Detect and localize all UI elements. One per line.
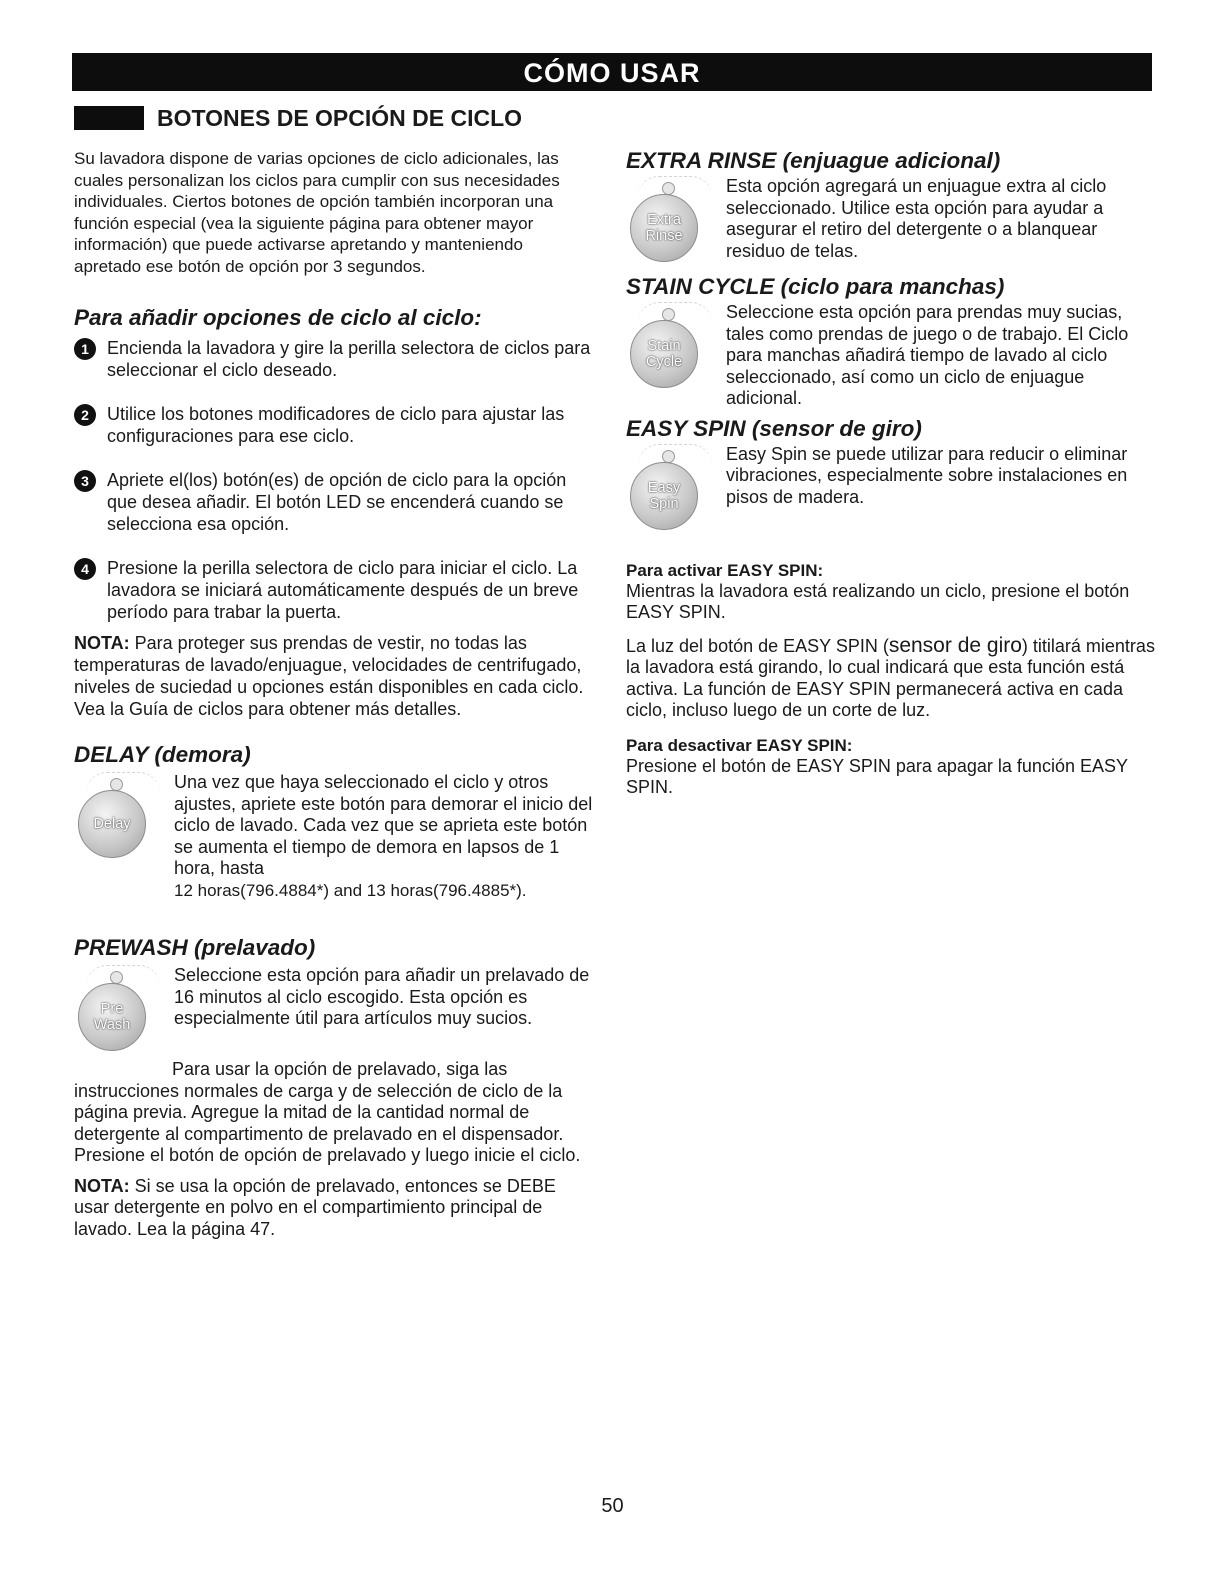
step-number-icon: 1 (74, 338, 96, 360)
extra-rinse-option (626, 176, 1156, 268)
button-label: Pre (100, 1001, 124, 1017)
extra-rinse-button[interactable] (626, 176, 718, 268)
note-label: NOTA: (74, 1175, 130, 1196)
extra-rinse-description: Esta opción agregará un enjuague extra al ciclo seleccionado. Utilice esta opción para ayudar a asegurar el retiro del detergente o a blanquear residuo de telas. (726, 176, 1107, 261)
button-halo (638, 176, 712, 197)
delay-text: Una vez que haya seleccionado el ciclo y otros ajustes, apriete este botón para demorar el inicio del ciclo de lavado. Cada vez que se aprieta este botón se aumenta el tiempo de demora en lapsos de 1 hora, hasta (174, 772, 593, 878)
easy-spin-option (626, 444, 1156, 536)
light-text-part-a: La luz del botón de EASY SPIN ( (626, 635, 889, 656)
intro-paragraph: Su lavadora dispone de varias opciones de ciclo adicionales, las cuales personalizan los ciclos para cumplir con sus necesidades individuales. Ciertos botones de opción también incorporan una función especial (vea la siguiente página para obtener mayor información) que puede activarse apretando y manteniendo apretado ese botón de opción por 3 segundos. (74, 149, 560, 276)
stain-cycle-button-face (630, 320, 698, 388)
easy-spin-heading: EASY SPIN (sensor de giro) (626, 415, 922, 441)
easy-spin-button-face (630, 462, 698, 530)
delay-button[interactable] (74, 772, 166, 864)
step-number-icon: 2 (74, 404, 96, 426)
add-options-heading: Para añadir opciones de ciclo al ciclo: (74, 305, 482, 330)
easy-spin-deactivate-heading: Para desactivar EASY SPIN: (626, 735, 853, 755)
note-label: NOTA: (74, 633, 130, 653)
stain-cycle-option (626, 302, 1156, 410)
prewash-description: Seleccione esta opción para añadir un prelavado de 16 minutos al ciclo escogido. Esta opción es especialmente útil para artículos muy sucios. (174, 965, 590, 1028)
prewash-note (74, 1176, 594, 1241)
delay-description (174, 772, 594, 901)
step-text: Encienda la lavadora y gire la perilla selectora de ciclos para seleccionar el ciclo deseado. (107, 338, 591, 380)
prewash-heading: PREWASH (prelavado) (74, 935, 316, 960)
stain-cycle-heading: STAIN CYCLE (ciclo para manchas) (626, 274, 1005, 299)
delay-button-face (78, 790, 146, 858)
stain-cycle-description: Seleccione esta opción para prendas muy sucias, tales como prendas de juego o de trabajo. El Ciclo para manchas añadirá tiempo de lavado al ciclo seleccionado, así como un ciclo de enjuague adicional. (726, 302, 1129, 408)
button-halo (638, 444, 712, 465)
right-column (626, 148, 1156, 799)
delay-heading: DELAY (demora) (74, 742, 251, 767)
prewash-instructions: Para usar la opción de prelavado, siga las instrucciones normales de carga y de selección de ciclo de la página previa. Agregue la mitad de la cantidad normal de detergente al compartimento de prelavado en el dispensador. Presione el botón de opción de prelavado y luego inicie el ciclo. (74, 1059, 581, 1165)
step-text: Apriete el(los) botón(es) de opción de ciclo para la opción que desea añadir. El botón LED se encenderá cuando se selecciona esa opción. (107, 470, 567, 534)
extra-rinse-button-face (630, 194, 698, 262)
extra-rinse-heading: EXTRA RINSE (enjuague adicional) (626, 148, 1001, 173)
button-label: Easy (647, 479, 681, 496)
easy-spin-button[interactable] (626, 444, 718, 536)
easy-spin-activate-heading: Para activar EASY SPIN: (626, 560, 824, 580)
easy-spin-description: Easy Spin se puede utilizar para reducir o eliminar vibraciones, especialmente sobre instalaciones en pisos de madera. (726, 443, 1128, 507)
step-item (74, 469, 594, 535)
prewash-option (74, 965, 594, 1057)
page-banner: CÓMO USAR (72, 53, 1152, 91)
led-indicator-icon (662, 450, 675, 463)
step-item (74, 337, 594, 381)
easy-spin-light-text (626, 635, 1156, 722)
light-text-emphasis: sensor de giro (888, 633, 1022, 657)
note-paragraph (74, 632, 594, 720)
delay-text-models: 12 horas(796.4884*) and 13 horas(796.4885*). (174, 880, 527, 900)
prewash-button-face (78, 983, 146, 1051)
button-label: Stain (647, 338, 681, 354)
button-label: Rinse (645, 228, 683, 244)
light-text-part-b: ) titilará mientras la lavadora está girando, lo cual indicará que esta función está activa. La función de EASY SPIN permanecerá activa en cada ciclo, incluso luego de un corte de luz. (626, 635, 1155, 720)
button-halo (86, 965, 160, 986)
step-text: Presione la perilla selectora de ciclo para iniciar el ciclo. La lavadora se iniciará automáticamente después de un breve período para trabar la puerta. (107, 558, 579, 622)
step-number-icon: 4 (74, 558, 96, 580)
step-item (74, 557, 594, 623)
button-label: Wash (93, 1017, 131, 1033)
section-title: BOTONES DE OPCIÓN DE CICLO (157, 104, 523, 131)
easy-spin-deactivate-text: Presione el botón de EASY SPIN para apagar la función EASY SPIN. (626, 755, 1128, 797)
left-column (74, 148, 594, 1240)
step-text: Utilice los botones modificadores de ciclo para ajustar las configuraciones para ese ciclo. (107, 404, 565, 446)
prewash-button[interactable] (74, 965, 166, 1057)
easy-spin-activate-text: Mientras la lavadora está realizando un ciclo, presione el botón EASY SPIN. (626, 580, 1130, 622)
section-header (74, 104, 522, 132)
button-label: Cycle (645, 354, 683, 370)
note-text: Si se usa la opción de prelavado, entonces se DEBE usar detergente en polvo en el compartimiento principal de lavado. Lea la página 47. (74, 1175, 556, 1239)
button-label: Spin (649, 495, 679, 512)
button-halo (86, 772, 160, 793)
button-label: Delay (93, 816, 131, 832)
page-number: 50 (601, 1495, 624, 1517)
delay-option (74, 772, 594, 901)
button-label: Extra (647, 212, 681, 228)
section-bar (74, 106, 144, 130)
step-number-icon: 3 (74, 470, 96, 492)
step-item (74, 403, 594, 447)
note-text: Para proteger sus prendas de vestir, no todas las temperaturas de lavado/enjuague, velocidades de centrifugado, niveles de suciedad u opciones están disponibles en cada ciclo. Vea la Guía de ciclos para obtener más detalles. (74, 633, 584, 719)
button-halo (638, 302, 712, 323)
stain-cycle-button[interactable] (626, 302, 718, 394)
